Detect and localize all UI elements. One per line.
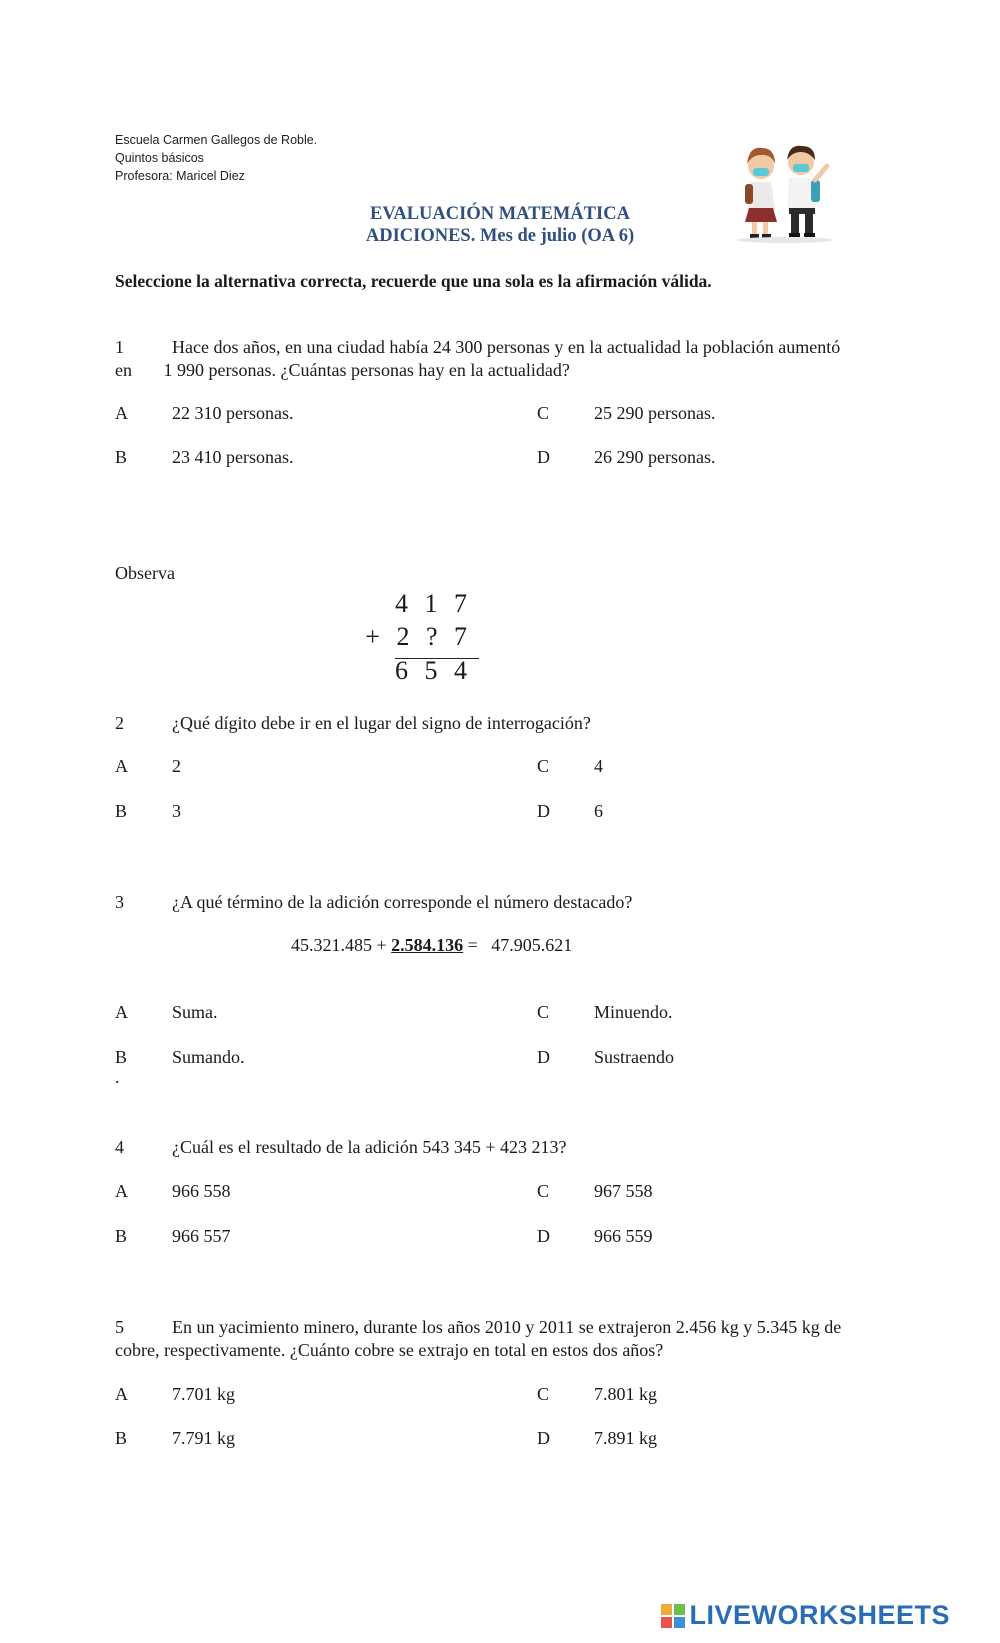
question-text: Hace dos años, en una ciudad había 24 300 personas y en la actualidad la población aumentó	[172, 337, 841, 357]
option-letter: B	[115, 1428, 128, 1448]
sum-line-1: 4 1 7	[395, 589, 472, 618]
stray-dot: .	[115, 1067, 120, 1087]
option-value: 967 558	[594, 1181, 653, 1201]
option-letter: C	[537, 1384, 550, 1404]
option-letter: D	[537, 447, 550, 467]
option-letter: B	[115, 1047, 128, 1067]
expression-part-b: = 47.905.621	[463, 935, 573, 955]
question-1	[0, 336, 1000, 386]
option-letter: D	[537, 801, 550, 821]
sum-line-2: + 2 ? 7	[365, 622, 472, 651]
question-5	[0, 1316, 1000, 1366]
question-text: En un yacimiento minero, durante los años 2010 y 2011 se extrajeron 2.456 kg y 5.345 kg de	[172, 1317, 842, 1337]
question-text: ¿Qué dígito debe ir en el lugar del signo de interrogación?	[172, 713, 591, 733]
option-letter: D	[537, 1428, 550, 1448]
question-number: 2	[115, 713, 124, 733]
option-value: Suma.	[172, 1002, 218, 1022]
option-value: 4	[594, 756, 603, 776]
page-subtitle: ADICIONES. Mes de julio (OA 6)	[365, 226, 635, 246]
option-letter: A	[115, 756, 128, 776]
addition-expression	[291, 935, 572, 956]
question-text: ¿A qué término de la adición corresponde el número destacado?	[172, 892, 633, 912]
question-text-cont: en 1 990 personas. ¿Cuántas personas hay en la actualidad?	[115, 360, 570, 380]
liveworksheets-logo-icon	[661, 1604, 685, 1628]
option-letter: A	[115, 1181, 128, 1201]
option-value: 966 558	[172, 1181, 231, 1201]
question-number: 5	[115, 1317, 124, 1337]
option-value: 7.791 kg	[172, 1428, 235, 1448]
question-4	[0, 1136, 1000, 1161]
option-letter: B	[115, 447, 128, 467]
option-letter: C	[537, 403, 550, 423]
highlighted-number: 2.584.136	[391, 935, 464, 955]
option-value: 6	[594, 801, 603, 821]
grade-label: Quintos básicos	[115, 151, 204, 165]
teacher-label: Profesora: Maricel Diez	[115, 169, 245, 183]
option-letter: D	[537, 1226, 550, 1246]
option-letter: B	[115, 801, 128, 821]
option-value: 23 410 personas.	[172, 447, 294, 467]
question-number: 4	[115, 1137, 124, 1157]
option-letter: C	[537, 1002, 550, 1022]
expression-part-a: 45.321.485 +	[291, 935, 392, 955]
question-2	[0, 712, 1000, 737]
option-value: 25 290 personas.	[594, 403, 716, 423]
option-value: 26 290 personas.	[594, 447, 716, 467]
option-value: Sustraendo	[594, 1047, 674, 1067]
option-value: 7.891 kg	[594, 1428, 657, 1448]
question-text-cont: cobre, respectivamente. ¿Cuánto cobre se extrajo en total en estos dos años?	[115, 1340, 664, 1360]
school-name: Escuela Carmen Gallegos de Roble.	[115, 133, 318, 147]
option-letter: C	[537, 756, 550, 776]
instructions: Seleccione la alternativa correcta, recuerde que una sola es la afirmación válida.	[115, 271, 712, 291]
option-value: Minuendo.	[594, 1002, 673, 1022]
question-number: 3	[115, 892, 124, 912]
page-title: EVALUACIÓN MATEMÁTICA	[370, 204, 630, 224]
question-text: ¿Cuál es el resultado de la adición 543 345 + 423 213?	[172, 1137, 567, 1157]
option-value: 966 557	[172, 1226, 231, 1246]
option-value: 3	[172, 801, 181, 821]
option-letter: A	[115, 1002, 128, 1022]
option-letter: A	[115, 403, 128, 423]
observe-label: Observa	[115, 563, 175, 583]
sum-result: 6 5 4	[395, 656, 472, 685]
option-value: 7.701 kg	[172, 1384, 235, 1404]
option-letter: A	[115, 1384, 128, 1404]
question-number: 1	[115, 337, 124, 357]
option-value: 966 559	[594, 1226, 653, 1246]
option-letter: B	[115, 1226, 128, 1246]
option-value: 2	[172, 756, 181, 776]
question-3	[0, 891, 1000, 916]
option-letter: C	[537, 1181, 550, 1201]
option-letter: D	[537, 1047, 550, 1067]
brand-name: LIVEWORKSHEETS	[689, 1600, 950, 1630]
option-value: 7.801 kg	[594, 1384, 657, 1404]
option-value: 22 310 personas.	[172, 403, 294, 423]
liveworksheets-logo[interactable]	[661, 1600, 950, 1631]
option-value: Sumando.	[172, 1047, 245, 1067]
